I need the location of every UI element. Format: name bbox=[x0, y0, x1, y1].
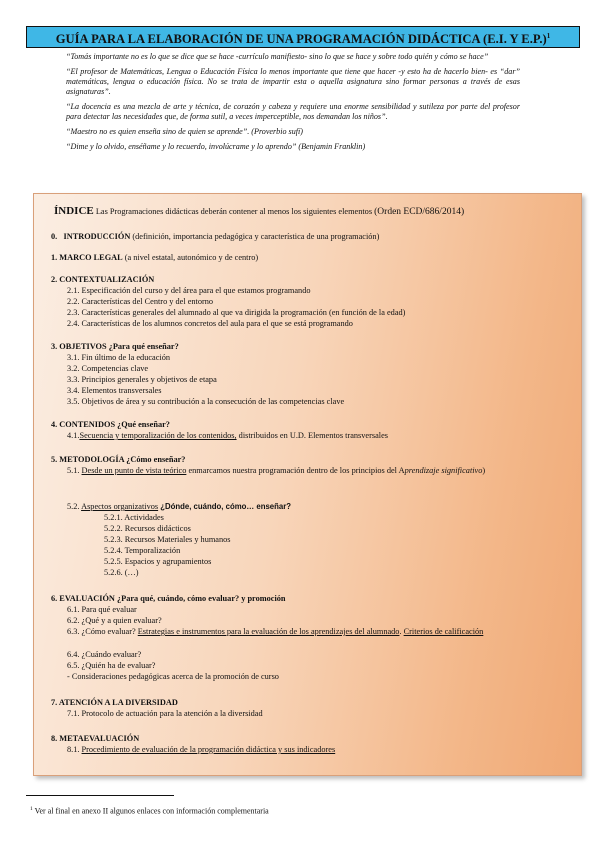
page-title bbox=[26, 26, 580, 48]
footnote-ref[interactable]: 1 bbox=[546, 32, 551, 40]
section-4-title: 4. CONTENIDOS ¿Qué enseñar? bbox=[51, 420, 170, 429]
section-num: 0. bbox=[51, 232, 58, 241]
section-5-title: 5. METODOLOGÍA ¿Cómo enseñar? bbox=[51, 455, 186, 464]
list-item: 2.1. Especificación del curso y del área para el que estamos programando bbox=[67, 286, 311, 295]
item-end: ) bbox=[482, 466, 486, 475]
list-item: 5.2.2. Recursos didácticos bbox=[104, 524, 191, 533]
list-item: 5.2.6. (…) bbox=[104, 568, 139, 577]
teoria-link[interactable]: Desde un punto de vista teórico bbox=[81, 466, 187, 475]
item-num: 4.1. bbox=[67, 431, 80, 440]
list-item: - Consideraciones pedagógicas acerca de la promoción de curso bbox=[67, 672, 279, 681]
item-text: distribuidos en U.D. Elementos transversales bbox=[238, 431, 388, 440]
list-item: 5.2.4. Temporalización bbox=[104, 546, 181, 555]
quote: “El profesor de Matemáticas, Lengua o Educación Física lo menos importante que tiene que hacer -y esto ha de hacerlo bien- es “dar” matemáticas, lengua o educación física. No se trata de impartir esta o aquella asignatura sino formar personas a través de esas asignaturas”. bbox=[66, 66, 520, 97]
index-header bbox=[54, 206, 464, 218]
footnote-text: Ver al final en anexo II algunos enlaces con información complementaria bbox=[34, 806, 269, 816]
contenidos-link[interactable]: Secuencia y temporalización de los contenidos, bbox=[79, 431, 237, 440]
quote: “Dime y lo olvido, enséñame y lo recuerdo, involúcrame y lo aprendo” (Benjamin Franklin) bbox=[66, 141, 366, 151]
list-item: 2.2. Características del Centro y del entorno bbox=[67, 297, 214, 306]
item-text: enmarcamos nuestra programación dentro de los principios del A bbox=[188, 466, 405, 475]
criterios-link[interactable]: Criterios de calificación bbox=[403, 627, 484, 636]
list-item: 3.1. Fin último de la educación bbox=[67, 353, 170, 362]
quotes-block bbox=[66, 52, 520, 156]
footnote-number: 1 bbox=[30, 806, 33, 812]
list-item: 3.4. Elementos transversales bbox=[67, 386, 162, 395]
estrategias-link[interactable]: Estrategias e instrumentos para la evaluación de los aprendizajes del alumnado bbox=[137, 627, 400, 636]
item-italic: prendizaje significativo bbox=[404, 466, 483, 475]
list-item: 3.2. Competencias clave bbox=[67, 364, 149, 373]
section-8-title: 8. METAEVALUACIÓN bbox=[51, 734, 140, 743]
section-3-title: 3. OBJETIVOS ¿Para qué enseñar? bbox=[51, 342, 179, 351]
quote: “Tomás importante no es lo que se dice que se hace -currículo manifiesto- sino lo que se hace y sobre todo quién y cómo se hace” bbox=[66, 52, 489, 61]
list-item bbox=[67, 745, 335, 756]
list-item: 2.3. Características generales del alumnado al que va dirigida la programación (en función de la edad) bbox=[67, 308, 406, 317]
section-1 bbox=[51, 253, 258, 264]
list-item: 3.5. Objetivos de área y su contribución a la consecución de las competencias clave bbox=[67, 397, 345, 406]
list-item: 6.2. ¿Qué y a quien evaluar? bbox=[67, 616, 162, 625]
list-item: 5.2.3. Recursos Materiales y humanos bbox=[104, 535, 231, 544]
list-item bbox=[67, 466, 555, 477]
item-text: 6.3. ¿Cómo evaluar? bbox=[67, 627, 136, 636]
metaevaluacion-link[interactable]: Procedimiento de evaluación de la programación didáctica y sus indicadores bbox=[81, 745, 336, 754]
item-num: 5.1. bbox=[67, 466, 80, 475]
index-intro: Las Programaciones didácticas deberán contener al menos los siguientes elementos bbox=[95, 207, 373, 216]
index-box bbox=[33, 193, 582, 776]
list-item bbox=[67, 431, 388, 442]
item-sep: . bbox=[399, 627, 402, 636]
section-desc: (definición, importancia pedagógica y característica de una programación) bbox=[132, 232, 380, 241]
list-item: 7.1. Protocolo de actuación para la atención a la diversidad bbox=[67, 709, 263, 718]
section-6-title: 6. EVALUACIÓN ¿Para qué, cuándo, cómo evaluar? y promoción bbox=[51, 594, 286, 603]
section-2-title: 2. CONTEXTUALIZACIÓN bbox=[51, 275, 155, 284]
item-num: 5.2. bbox=[67, 502, 80, 511]
section-0 bbox=[51, 232, 379, 243]
title-text: GUÍA PARA LA ELABORACIÓN DE UNA PROGRAMACIÓN DIDÁCTICA (E.I. Y E.P.) bbox=[55, 32, 547, 47]
section-7-title: 7. ATENCIÓN A LA DIVERSIDAD bbox=[51, 698, 178, 707]
section-title: 1. MARCO LEGAL bbox=[51, 253, 123, 262]
list-item: 3.3. Principios generales y objetivos de etapa bbox=[67, 375, 217, 384]
quote: “La docencia es una mezcla de arte y técnica, de corazón y cabeza y requiere una enorme sensibilidad y sutileza por parte del profesor para detectar las necesidades que, de forma sutil, a veces imperceptible, nos demandan los niños”. bbox=[66, 102, 520, 122]
index-heading: ÍNDICE bbox=[54, 205, 94, 217]
footnote bbox=[30, 806, 269, 816]
section-desc: (a nivel estatal, autonómico y de centro) bbox=[124, 253, 259, 262]
list-item: 2.4. Características de los alumnos concretos del aula para el que se está programando bbox=[67, 319, 353, 328]
footnote-divider bbox=[26, 795, 174, 796]
list-item: 5.2.1. Actividades bbox=[104, 513, 164, 522]
list-item: 6.1. Para qué evaluar bbox=[67, 605, 137, 614]
quote: “Maestro no es quien enseña sino de quien se aprende”. (Proverbio sufí) bbox=[66, 127, 303, 136]
index-order-ref: (Orden ECD/686/2014) bbox=[374, 207, 465, 217]
list-item: 6.5. ¿Quién ha de evaluar? bbox=[67, 661, 156, 670]
list-item: 6.4. ¿Cuándo evaluar? bbox=[67, 650, 142, 659]
list-item bbox=[67, 502, 291, 513]
item-num: 8.1. bbox=[67, 745, 80, 754]
aspectos-link[interactable]: Aspectos organizativos bbox=[81, 502, 159, 511]
item-question: ¿Dónde, cuándo, cómo… enseñar? bbox=[160, 502, 292, 511]
section-title: INTRODUCCIÓN bbox=[63, 232, 131, 241]
list-item bbox=[67, 627, 555, 638]
list-item: 5.2.5. Espacios y agrupamientos bbox=[104, 557, 212, 566]
